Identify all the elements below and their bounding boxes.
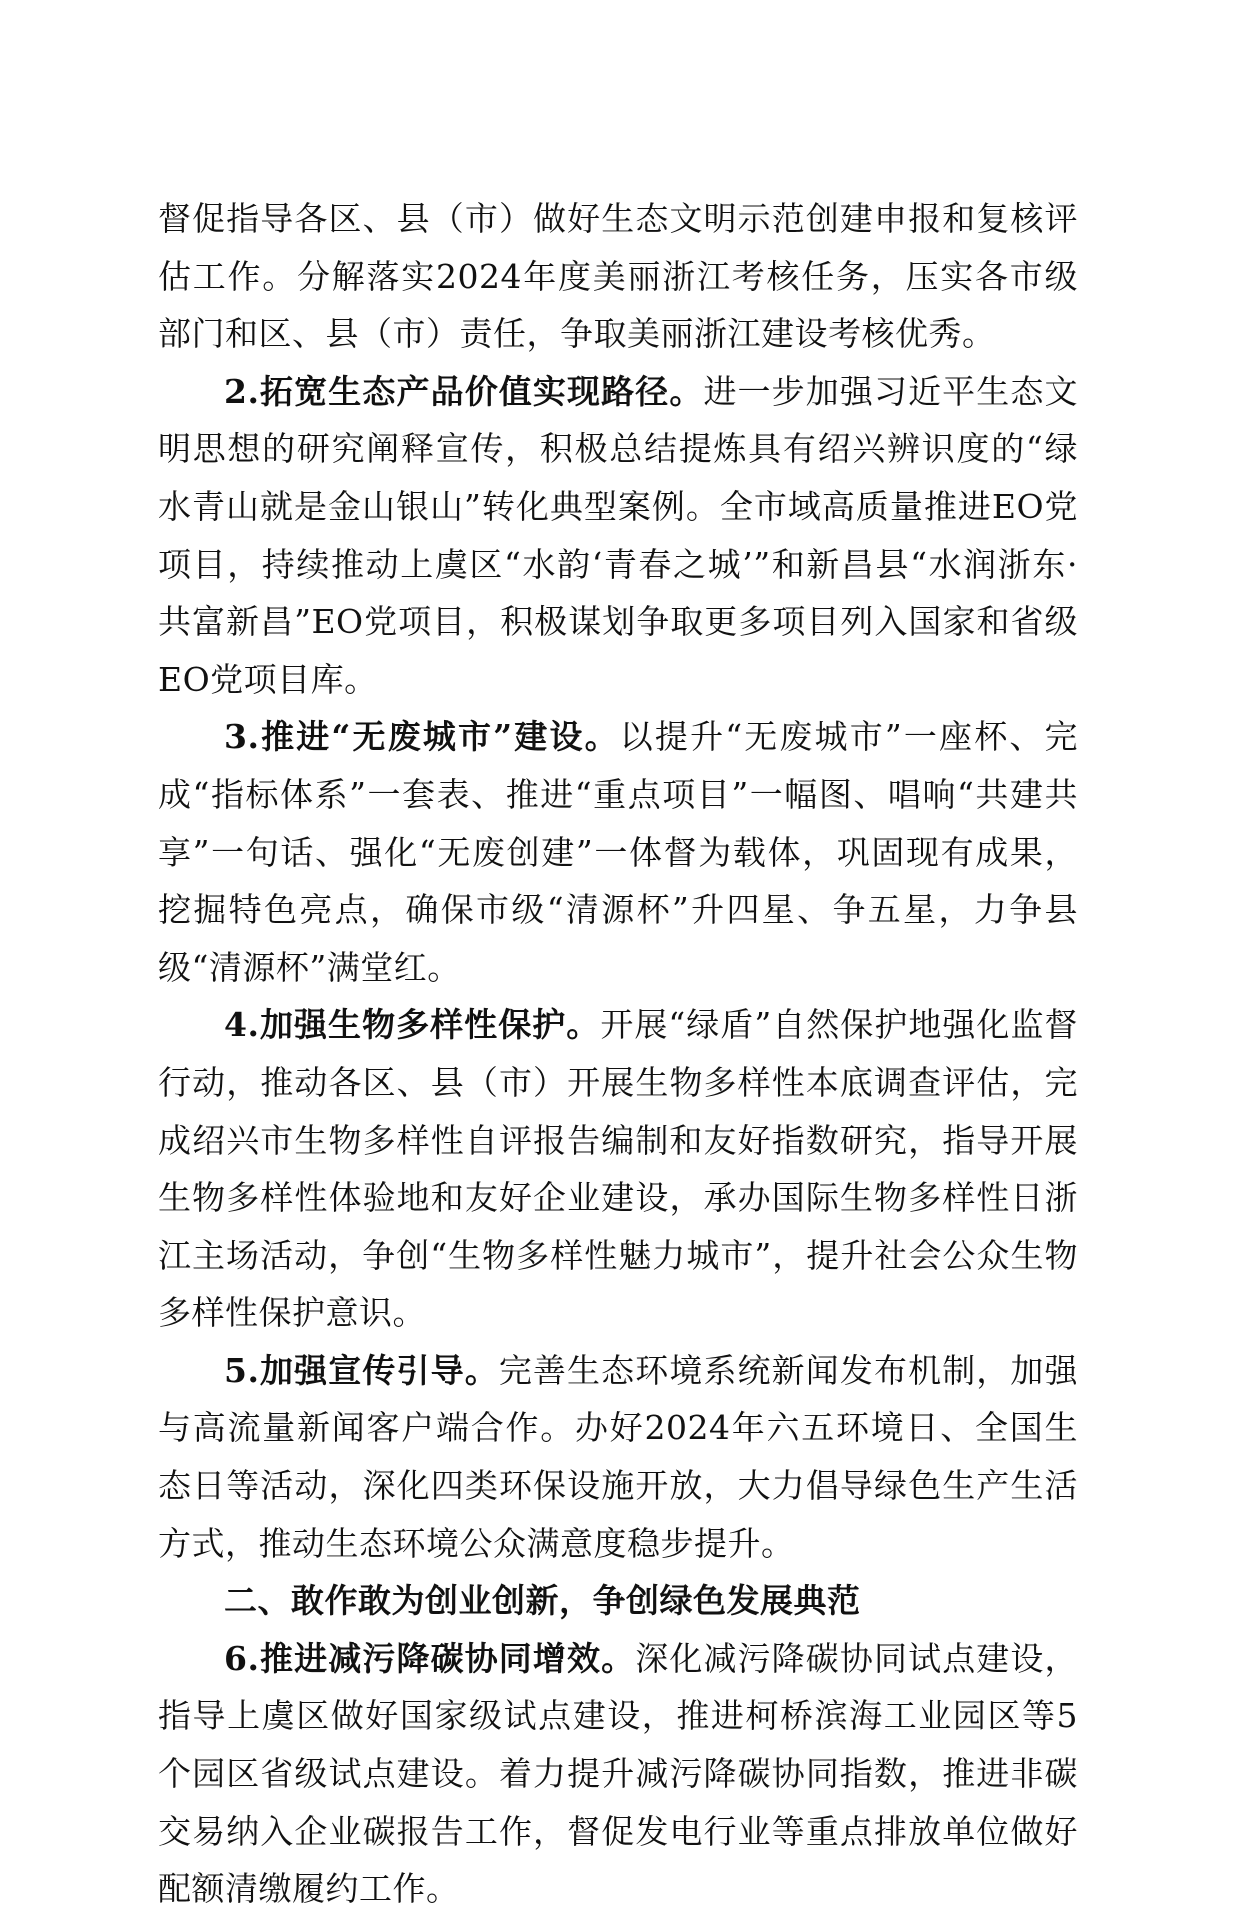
paragraph-body: 深化减污降碳协同试点建设，指导上虞区做好国家级试点建设，推进柯桥滨海工业园区等5个园区省级试点建设。着力提升减污降碳协同指数，推进非碳交易纳入企业碳报告工作，督促发电行业等重点排放单位做好配额清缴履约工作。	[158, 1638, 1079, 1909]
paragraph-item-6	[158, 1630, 1078, 1918]
paragraph-body: 开展“绿盾”自然保护地强化监督行动，推动各区、县（市）开展生物多样性本底调查评估，完成绍兴市生物多样性自评报告编制和友好指数研究，指导开展生物多样性体验地和友好企业建设，承办国际生物多样性日浙江主场活动，争创“生物多样性魅力城市”，提升社会公众生物多样性保护意识。	[158, 1005, 1079, 1333]
paragraph-item-5	[158, 1342, 1078, 1572]
paragraph-lead: 6.推进减污降碳协同增效。	[224, 1638, 636, 1678]
paragraph-lead: 2.拓宽生态产品价值实现路径。	[224, 371, 704, 411]
paragraph-item-2	[158, 363, 1078, 709]
paragraph-item-4	[158, 996, 1078, 1342]
paragraph-lead: 5.加强宣传引导。	[224, 1350, 499, 1390]
paragraph-lead: 3.推进“无废城市”建设。	[224, 717, 620, 757]
paragraph-lead: 4.加强生物多样性保护。	[224, 1005, 601, 1045]
paragraph-item-3	[158, 708, 1078, 996]
paragraph-body: 进一步加强习近平生态文明思想的研究阐释宣传，积极总结提炼具有绍兴辨识度的“绿水青山就是金山银山”转化典型案例。全市域高质量推进EO党项目，持续推动上虞区“水韵‘青春之城’”和新昌县“水润浙东·共富新昌”EO党项目，积极谋划争取更多项目列入国家和省级EO党项目库。	[158, 371, 1078, 699]
paragraph-body: 完善生态环境系统新闻发布机制，加强与高流量新闻客户端合作。办好2024年六五环境日、全国生态日等活动，深化四类环保设施开放，大力倡导绿色生产生活方式，推动生态环境公众满意度稳步提升。	[158, 1350, 1079, 1563]
document-page	[158, 190, 1078, 1918]
paragraph-continuation	[158, 190, 1078, 363]
section-heading: 二、敢作敢为创业创新，争创绿色发展典范	[224, 1581, 861, 1621]
paragraph-body: 以提升“无废城市”一座杯、完成“指标体系”一套表、推进“重点项目”一幅图、唱响“共建共享”一句话、强化“无废创建”一体督为载体，巩固现有成果，挖掘特色亮点，确保市级“清源杯”升四星、争五星，力争县级“清源杯”满堂红。	[158, 717, 1078, 987]
paragraph-body: 督促指导各区、县（市）做好生态文明示范创建申报和复核评估工作。分解落实2024年度美丽浙江考核任务，压实各市级部门和区、县（市）责任，争取美丽浙江建设考核优秀。	[158, 199, 1078, 354]
